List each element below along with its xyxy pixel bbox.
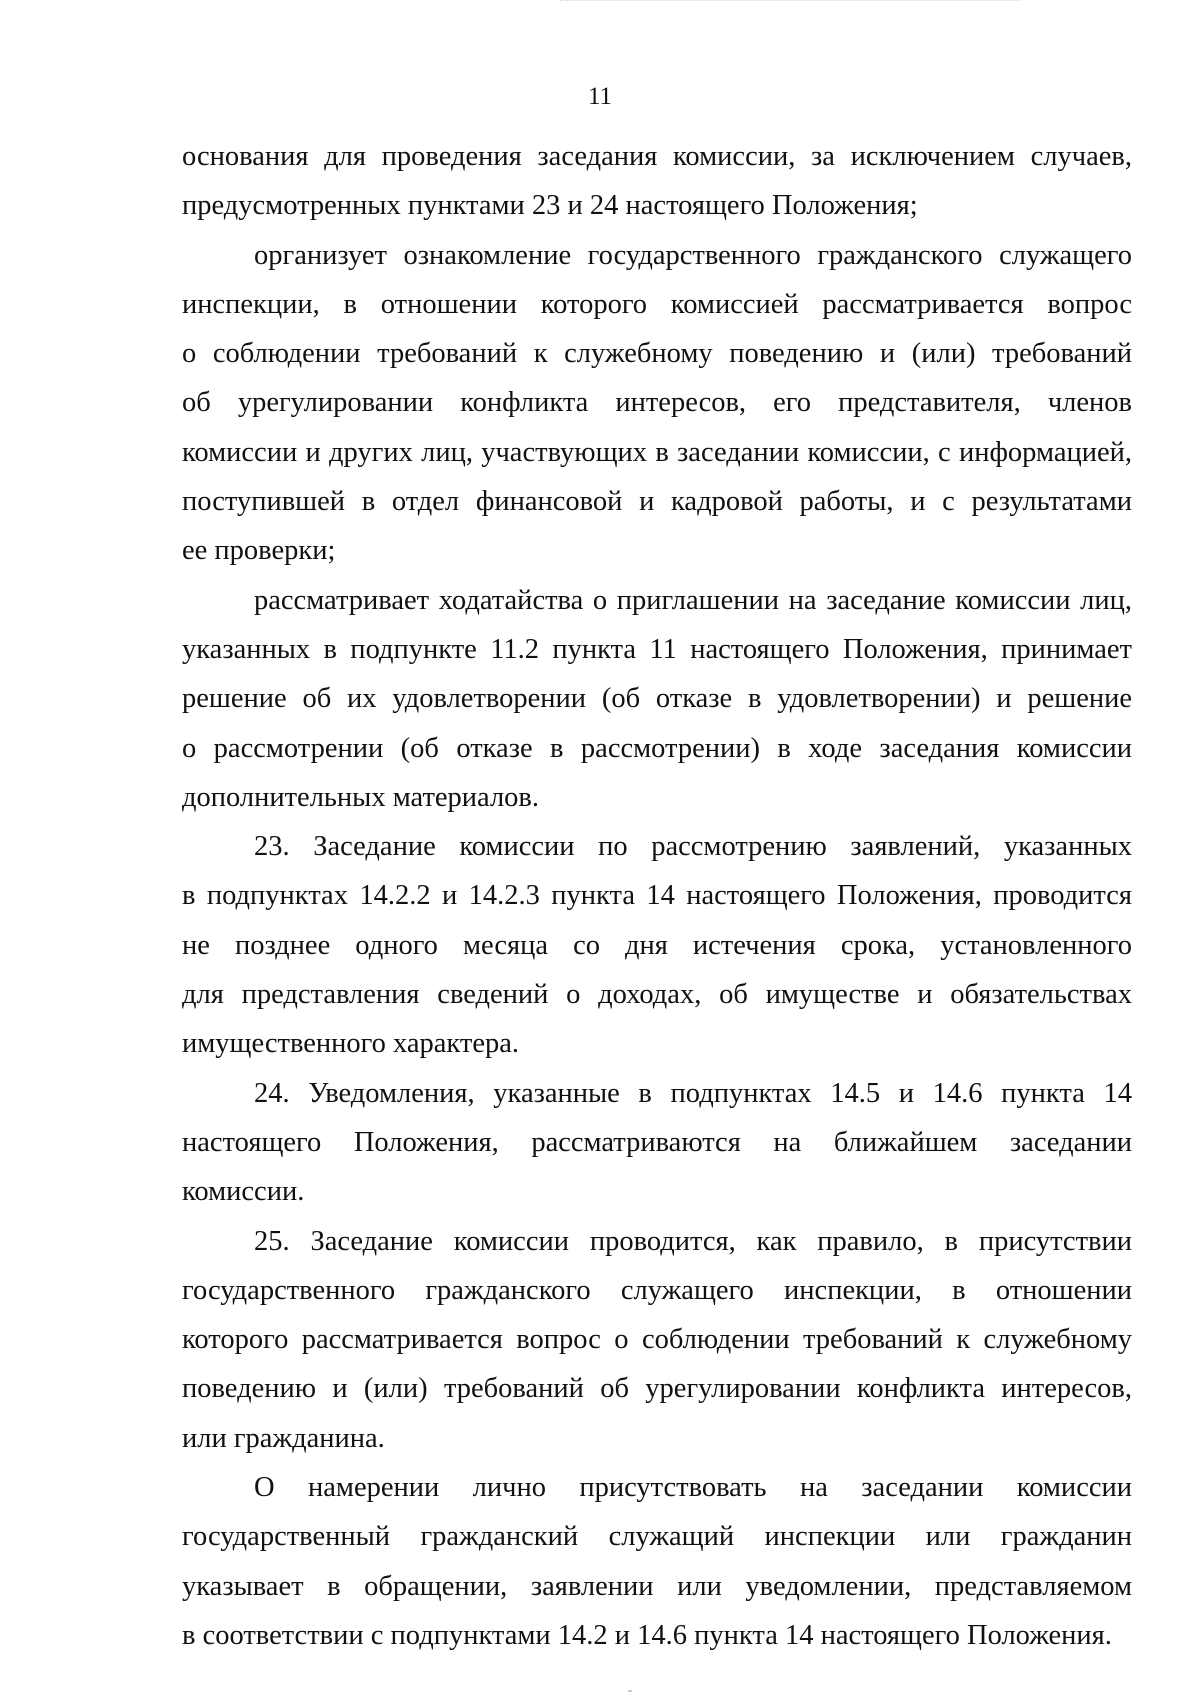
text-line: в подпунктах 14.2.2 и 14.2.3 пункта 14 настоящего Положения, проводится <box>182 880 1132 912</box>
text-line: о рассмотрении (об отказе в рассмотрении) в ходе заседания комиссии <box>182 732 1132 764</box>
text-line: поступившей в отдел финансовой и кадровой работы, и с результатами <box>182 486 1132 518</box>
text-line: комиссии. <box>182 1176 305 1208</box>
text-line: ее проверки; <box>182 535 336 567</box>
text-line: поведению и (или) требований об урегулировании конфликта интересов, <box>182 1373 1132 1405</box>
text-line: организует ознакомление государственного гражданского служащего <box>254 239 1132 271</box>
text-line: или гражданина. <box>182 1422 385 1454</box>
document-body <box>182 132 1132 1660</box>
text-line: 23. Заседание комиссии по рассмотрению заявлений, указанных <box>254 831 1132 863</box>
text-line: рассматривает ходатайства о приглашении на заседание комиссии лиц, <box>254 584 1132 616</box>
page-number: 11 <box>587 83 613 110</box>
text-line: об урегулировании конфликта интересов, его представителя, членов <box>182 387 1132 419</box>
text-line: которого рассматривается вопрос о соблюдении требований к служебному <box>182 1324 1132 1356</box>
text-line: имущественного характера. <box>182 1028 520 1060</box>
text-line: государственный гражданский служащий инспекции или гражданин <box>182 1521 1132 1553</box>
text-line: указывает в обращении, заявлении или уведомлении, представляемом <box>182 1570 1132 1602</box>
text-line: указанных в подпункте 11.2 пункта 11 настоящего Положения, принимает <box>182 633 1132 665</box>
text-line: в соответствии с подпунктами 14.2 и 14.6 пункта 14 настоящего Положения. <box>182 1619 1112 1651</box>
text-line: 24. Уведомления, указанные в подпунктах 14.5 и 14.6 пункта 14 <box>254 1077 1132 1109</box>
text-line: для представления сведений о доходах, об имуществе и обязательствах <box>182 979 1132 1011</box>
text-line: инспекции, в отношении которого комиссией рассматривается вопрос <box>182 288 1132 320</box>
text-line: 25. Заседание комиссии проводится, как правило, в присутствии <box>254 1225 1132 1257</box>
text-line: государственного гражданского служащего инспекции, в отношении <box>182 1274 1132 1306</box>
text-line: комиссии и других лиц, участвующих в заседании комиссии, с информацией, <box>182 436 1132 468</box>
text-line: основания для проведения заседания комиссии, за исключением случаев, <box>182 141 1132 172</box>
text-line: дополнительных материалов. <box>182 781 540 813</box>
text-line: о соблюдении требований к служебному поведению и (или) требований <box>182 338 1132 370</box>
text-line: настоящего Положения, рассматриваются на ближайшем заседании <box>182 1126 1132 1158</box>
text-line: О намерении лично присутствовать на заседании комиссии <box>254 1472 1132 1504</box>
scan-edge-mark <box>560 0 1020 3</box>
text-line: не позднее одного месяца со дня истечения срока, установленного <box>182 929 1132 961</box>
text-line: решение об их удовлетворении (об отказе в удовлетворении) и решение <box>182 683 1132 715</box>
scan-dust-mark <box>628 1690 632 1692</box>
text-line: предусмотренных пунктами 23 и 24 настоящего Положения; <box>182 190 918 222</box>
